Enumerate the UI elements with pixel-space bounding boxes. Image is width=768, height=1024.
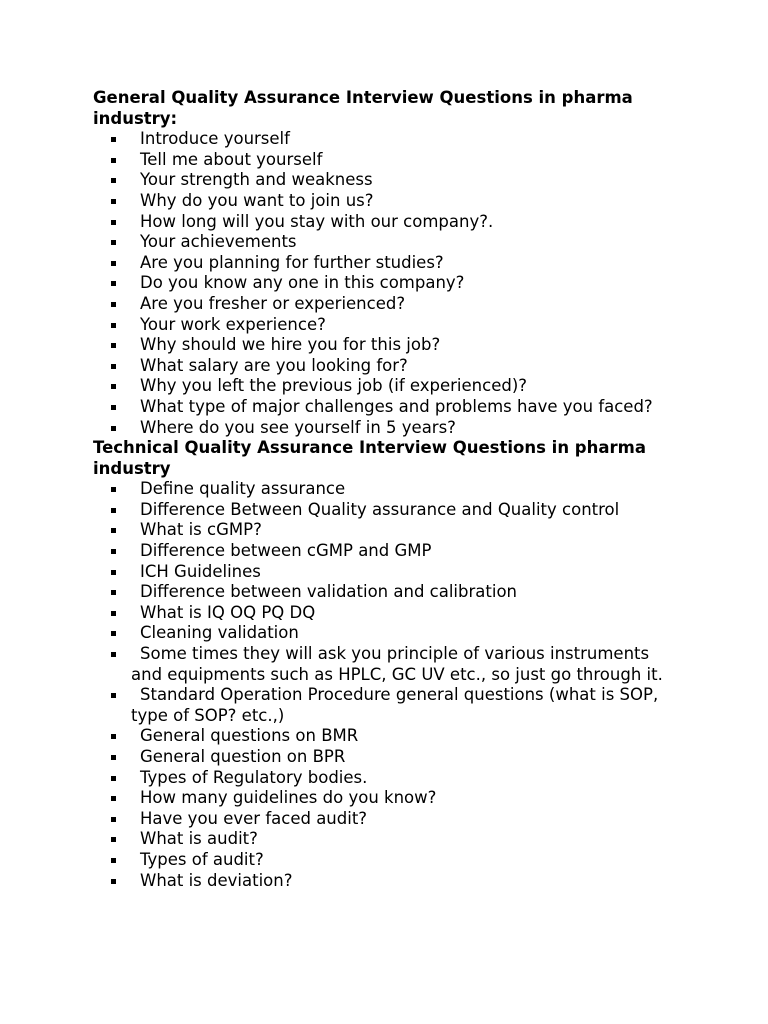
list-item: Where do you see yourself in 5 years? (93, 418, 683, 439)
list-item: Why do you want to join us? (93, 191, 683, 212)
square-bullet-icon (111, 384, 116, 389)
list-item: Your strength and weakness (93, 170, 683, 191)
list-item: Standard Operation Procedure general questions (what is SOP, type of SOP? etc.,) (93, 685, 683, 726)
square-bullet-icon (111, 528, 116, 533)
square-bullet-icon (111, 734, 116, 739)
square-bullet-icon (111, 178, 116, 183)
square-bullet-icon (111, 631, 116, 636)
square-bullet-icon (111, 323, 116, 328)
square-bullet-icon (111, 199, 116, 204)
list-item: Difference between validation and calibration (93, 582, 683, 603)
square-bullet-icon (111, 549, 116, 554)
square-bullet-icon (111, 487, 116, 492)
square-bullet-icon (111, 158, 116, 163)
square-bullet-icon (111, 817, 116, 822)
square-bullet-icon (111, 837, 116, 842)
technical-questions-heading: Technical Quality Assurance Interview Questions in pharma industry (93, 438, 646, 478)
general-questions-heading: General Quality Assurance Interview Questions in pharma industry: (93, 88, 633, 128)
document-page (93, 88, 683, 891)
list-item: General question on BPR (93, 747, 683, 768)
square-bullet-icon (111, 508, 116, 513)
list-item: Do you know any one in this company? (93, 273, 683, 294)
square-bullet-icon (111, 776, 116, 781)
square-bullet-icon (111, 879, 116, 884)
list-item: How long will you stay with our company?. (93, 212, 683, 233)
list-item: General questions on BMR (93, 726, 683, 747)
list-item: Are you planning for further studies? (93, 253, 683, 274)
square-bullet-icon (111, 570, 116, 575)
list-item: Types of audit? (93, 850, 683, 871)
square-bullet-icon (111, 652, 116, 657)
square-bullet-icon (111, 590, 116, 595)
square-bullet-icon (111, 611, 116, 616)
list-item: What is deviation? (93, 871, 683, 892)
list-item: What salary are you looking for? (93, 356, 683, 377)
list-item: Your work experience? (93, 315, 683, 336)
square-bullet-icon (111, 343, 116, 348)
square-bullet-icon (111, 281, 116, 286)
list-item: What is cGMP? (93, 520, 683, 541)
square-bullet-icon (111, 796, 116, 801)
list-item: Why you left the previous job (if experienced)? (93, 376, 683, 397)
list-item: Are you fresher or experienced? (93, 294, 683, 315)
list-item: Cleaning validation (93, 623, 683, 644)
square-bullet-icon (111, 240, 116, 245)
list-item: Tell me about yourself (93, 150, 683, 171)
square-bullet-icon (111, 302, 116, 307)
list-item: What type of major challenges and problems have you faced? (93, 397, 683, 418)
list-item: Your achievements (93, 232, 683, 253)
general-questions-list (93, 129, 683, 438)
square-bullet-icon (111, 220, 116, 225)
list-item: What is IQ OQ PQ DQ (93, 603, 683, 624)
list-item: What is audit? (93, 829, 683, 850)
square-bullet-icon (111, 693, 116, 698)
square-bullet-icon (111, 858, 116, 863)
list-item: Introduce yourself (93, 129, 683, 150)
list-item: Difference Between Quality assurance and Quality control (93, 500, 683, 521)
square-bullet-icon (111, 137, 116, 142)
list-item: Some times they will ask you principle of various instruments and equipments such as HPLC, GC UV etc., so just go through it. (93, 644, 683, 685)
square-bullet-icon (111, 426, 116, 431)
list-item: Types of Regulatory bodies. (93, 768, 683, 789)
list-item: Have you ever faced audit? (93, 809, 683, 830)
square-bullet-icon (111, 405, 116, 410)
square-bullet-icon (111, 364, 116, 369)
square-bullet-icon (111, 755, 116, 760)
list-item: ICH Guidelines (93, 562, 683, 583)
list-item: Why should we hire you for this job? (93, 335, 683, 356)
list-item: How many guidelines do you know? (93, 788, 683, 809)
list-item: Difference between cGMP and GMP (93, 541, 683, 562)
technical-questions-list (93, 479, 683, 891)
list-item: Define quality assurance (93, 479, 683, 500)
square-bullet-icon (111, 261, 116, 266)
